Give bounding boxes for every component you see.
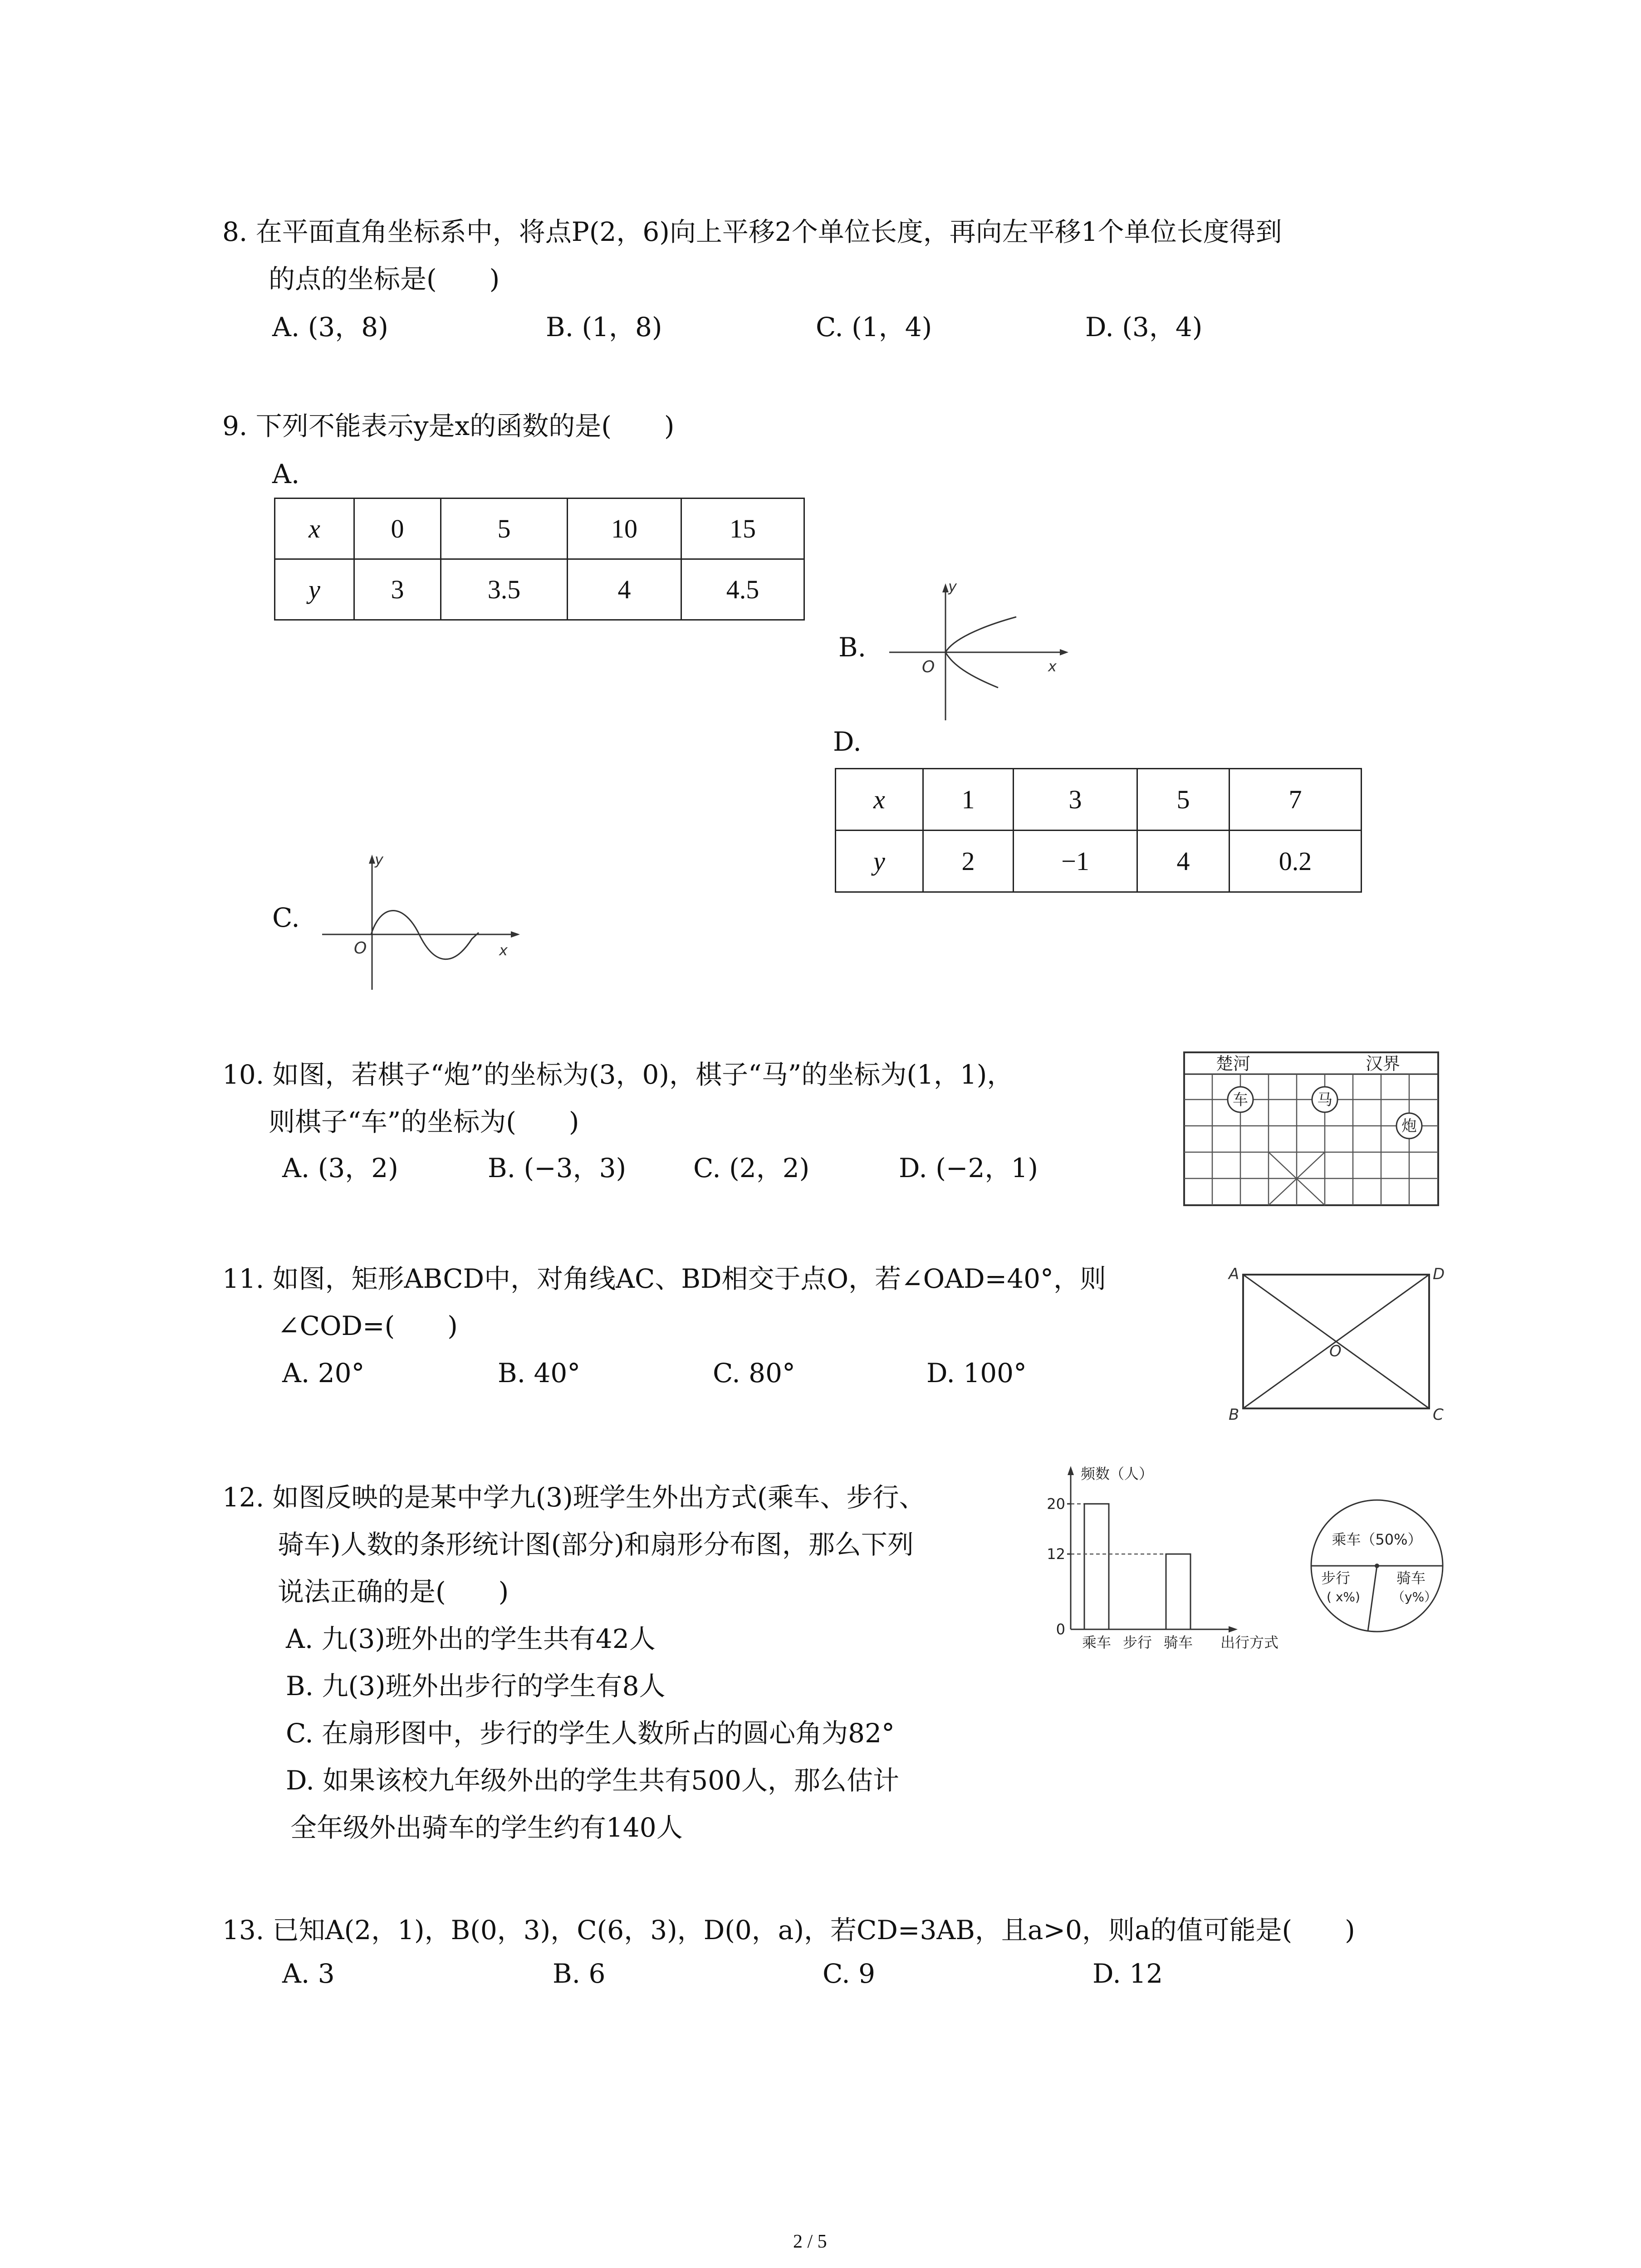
bar-chart-marks (1047, 1495, 1193, 1651)
y-tick-label: 12 (1047, 1545, 1065, 1563)
x-tick-label: 骑车 (1163, 1634, 1193, 1651)
y-tick-label: 20 (1047, 1495, 1065, 1513)
origin-label: O (922, 658, 935, 676)
q12-option-b: B. 九(3)班外出步行的学生有8人 (286, 1671, 666, 1701)
q11-option-c: C. 80° (713, 1358, 795, 1388)
q9-label-b: B. (838, 632, 867, 663)
table-d-y-header: y (836, 831, 923, 892)
pie-center (1375, 1564, 1379, 1568)
table-a-cell: 4 (568, 559, 681, 620)
q9-graph-c (318, 848, 526, 993)
table-a-cell: 3 (354, 559, 441, 620)
q12-stem-line3: 说法正确的是( ) (278, 1576, 509, 1607)
y-axis-arrow (942, 583, 949, 592)
table-d-cell: −1 (1014, 831, 1137, 892)
table-d-cell: 5 (1137, 769, 1230, 831)
x-axis-arrow (1229, 1626, 1238, 1633)
x-tick-label: 乘车 (1082, 1634, 1112, 1651)
q12-option-a: A. 九(3)班外出的学生共有42人 (286, 1623, 656, 1654)
vertex-a: A (1229, 1265, 1239, 1283)
pie-label-bike: 骑车 (1396, 1569, 1426, 1587)
q8-option-d: D. (3，4) (1085, 312, 1203, 342)
pie-label-bus: 乘车（50%） (1332, 1531, 1422, 1548)
center-o: O (1329, 1342, 1342, 1360)
q10-option-b: B. (−3，3) (488, 1153, 627, 1183)
q13-option-b: B. 6 (553, 1958, 606, 1989)
table-a-x-header: x (275, 499, 354, 559)
q9-label-a: A. (272, 459, 300, 489)
q10-stem-line2: 则棋子“车”的坐标为( ) (269, 1106, 579, 1137)
table-a-cell: 15 (681, 499, 804, 559)
q12-stem-line2: 骑车)人数的条形统计图(部分)和扇形分布图，那么下列 (278, 1529, 914, 1560)
q10-option-c: C. (2，2) (693, 1153, 810, 1183)
piece-che-label: 车 (1233, 1091, 1248, 1109)
table-a-cell: 10 (568, 499, 681, 559)
table-d-cell: 0.2 (1230, 831, 1362, 892)
origin-label: O (354, 939, 367, 958)
q9-stem: 9. 下列不能表示y是x的函数的是( ) (222, 411, 675, 441)
vertex-b: B (1229, 1406, 1239, 1424)
q11-option-a: A. 20° (282, 1358, 365, 1388)
q8-option-b: B. (1，8) (546, 312, 662, 342)
q11-stem-line2: ∠COD=( ) (278, 1310, 458, 1341)
page-number: 2 / 5 (793, 2231, 827, 2252)
q9-label-d: D. (833, 726, 862, 757)
table-d-x-header: x (836, 769, 923, 831)
table-d-cell: 1 (923, 769, 1014, 831)
bar-乘车 (1084, 1504, 1109, 1629)
piece-pao-label: 炮 (1401, 1117, 1417, 1135)
table-a-y-header: y (275, 559, 354, 620)
q11-rectangle-figure (1220, 1261, 1456, 1424)
q12-pie-chart (1293, 1492, 1465, 1642)
piece-ma-label: 马 (1317, 1091, 1332, 1109)
x-axis-arrow (1060, 649, 1068, 655)
vertex-c: C (1433, 1406, 1444, 1424)
table-a-cell: 5 (441, 499, 568, 559)
pie-label-bike-pct: （y%） (1392, 1589, 1437, 1604)
q10-option-d: D. (−2，1) (899, 1153, 1038, 1183)
vertex-d: D (1433, 1265, 1445, 1283)
board-grid (1184, 1074, 1438, 1205)
x-axis-arrow (511, 931, 520, 938)
q12-bar-chart (1039, 1461, 1298, 1656)
y-axis-label: y (375, 851, 383, 868)
table-d-cell: 4 (1137, 831, 1230, 892)
q12-option-d-line1: D. 如果该校九年级外出的学生共有500人，那么估计 (286, 1765, 900, 1796)
q9-label-c: C. (272, 902, 300, 933)
q10-option-a: A. (3，2) (282, 1153, 398, 1183)
q13-option-d: D. 12 (1092, 1958, 1163, 1989)
table-d-cell: 3 (1014, 769, 1137, 831)
bar-骑车 (1166, 1554, 1190, 1629)
q10-chess-board (1180, 1048, 1443, 1211)
y-tick-label: 0 (1056, 1621, 1065, 1638)
y-axis-arrow (1068, 1466, 1074, 1475)
x-tick-label: 步行 (1122, 1634, 1152, 1651)
x-axis-label: x (499, 942, 508, 959)
q8-option-a: A. (3，8) (272, 312, 388, 342)
table-d-cell: 7 (1230, 769, 1362, 831)
table-a-cell: 0 (354, 499, 441, 559)
q9-table-a (274, 498, 805, 621)
table-a-cell: 3.5 (441, 559, 568, 620)
pie-label-walk: 步行 (1321, 1569, 1351, 1587)
x-axis-title: 出行方式 (1220, 1634, 1279, 1651)
q12-option-d-line2: 全年级外出骑车的学生约有140人 (290, 1812, 683, 1843)
q13-option-a: A. 3 (282, 1958, 335, 1989)
q8-stem-line2: 的点的坐标是( ) (269, 264, 500, 294)
q11-option-d: D. 100° (926, 1358, 1027, 1388)
y-axis-title: 频数（人） (1081, 1465, 1154, 1482)
board-right-label: 汉界 (1366, 1054, 1401, 1074)
q12-option-c: C. 在扇形图中，步行的学生人数所占的圆心角为82° (286, 1718, 895, 1749)
table-d-cell: 2 (923, 831, 1014, 892)
y-axis-label: y (948, 578, 957, 595)
x-axis-label: x (1048, 658, 1057, 675)
q11-option-b: B. 40° (498, 1358, 581, 1388)
q13-stem: 13. 已知A(2，1)，B(0，3)，C(6，3)，D(0，a)，若CD=3AB，且a>0，则a的值可能是( ) (222, 1915, 1355, 1945)
q9-table-d (835, 768, 1362, 893)
q13-option-c: C. 9 (823, 1958, 876, 1989)
q10-stem-line1: 10. 如图，若棋子“炮”的坐标为(3，0)，棋子“马”的坐标为(1，1)， (222, 1059, 1014, 1090)
q11-stem-line1: 11. 如图，矩形ABCD中，对角线AC、BD相交于点O，若∠OAD=40°，则 (222, 1263, 1107, 1294)
q8-stem-line1: 8. 在平面直角坐标系中，将点P(2，6)向上平移2个单位长度，再向左平移1个单位长度得到 (222, 216, 1282, 247)
q8-option-c: C. (1，4) (816, 312, 932, 342)
q9-graph-b (880, 576, 1080, 726)
y-axis-arrow (369, 855, 375, 864)
pie-label-walk-pct: ( x%) (1327, 1589, 1360, 1604)
q12-stem-line1: 12. 如图反映的是某中学九(3)班学生外出方式(乘车、步行、 (222, 1482, 926, 1513)
pie-divider-radius (1368, 1566, 1377, 1631)
table-a-cell: 4.5 (681, 559, 804, 620)
board-left-label: 楚河 (1216, 1054, 1251, 1074)
